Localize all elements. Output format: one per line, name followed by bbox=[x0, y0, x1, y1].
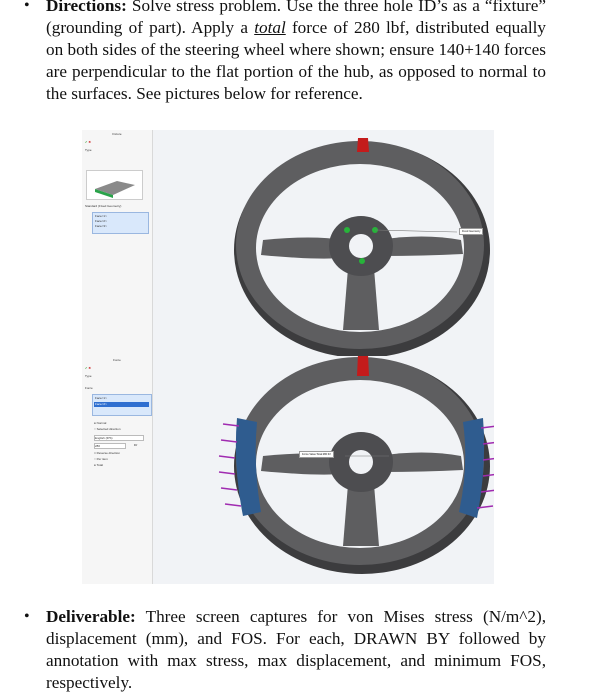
list-item[interactable]: Face<2> bbox=[95, 402, 107, 406]
list-item[interactable]: Face<1> bbox=[95, 214, 107, 218]
fixture-callout: Fixed Geometry bbox=[459, 228, 483, 235]
force-value-input[interactable]: 280 bbox=[94, 443, 126, 449]
steering-wheel-force bbox=[153, 356, 494, 584]
force-unit: lbf bbox=[134, 443, 138, 447]
fixture-panel bbox=[82, 130, 153, 356]
list-item[interactable]: Face<1> bbox=[95, 396, 107, 400]
force-viewport[interactable] bbox=[153, 356, 494, 584]
ok-cancel-icons[interactable]: ✔ ✖ bbox=[85, 366, 91, 370]
force-callout: Force Value:Total:280 lbf bbox=[299, 451, 334, 458]
steering-wheel-fixture bbox=[153, 130, 494, 356]
force-type-tab[interactable]: Type bbox=[85, 374, 92, 378]
total-option[interactable]: ● Total bbox=[94, 463, 103, 467]
reverse-direction-checkbox[interactable]: □ Reverse direction bbox=[94, 451, 120, 455]
fixture-type-tab[interactable]: Type bbox=[85, 148, 92, 152]
per-item-option[interactable]: ○ Per item bbox=[94, 457, 108, 461]
directions-text-2: force of 280 lbf, distributed equally on both sides of the steering wheel where shown; ensure 140+140 forces are perpendicular to the flat portion of the hub, as opposed to normal to the surfaces. See pictures below for reference. bbox=[46, 18, 546, 103]
fixture-hole-3 bbox=[359, 258, 365, 264]
force-faces-list[interactable] bbox=[92, 394, 152, 416]
deliverable-label: Deliverable: bbox=[46, 607, 136, 626]
selected-direction-option[interactable]: ○ Selected direction bbox=[94, 427, 121, 431]
force-panel bbox=[82, 356, 153, 584]
deliverable-text: Three screen captures for von Mises stress (N/m^2), displacement (mm), and FOS. For each, DRAWN BY followed by annotation with max stress, max displacement, and minimum FOS, respectively. bbox=[46, 607, 546, 692]
fixture-faces-list[interactable] bbox=[92, 212, 149, 234]
bullet: • bbox=[24, 608, 30, 625]
top-marker bbox=[357, 356, 369, 376]
fixture-hole-1 bbox=[344, 227, 350, 233]
list-item[interactable]: Face<3> bbox=[95, 224, 107, 228]
reference-figure bbox=[82, 130, 494, 584]
hub-hole bbox=[349, 450, 373, 474]
fixture-viewport[interactable] bbox=[153, 130, 494, 356]
fixture-panel-title: Fixture bbox=[112, 132, 122, 136]
units-select[interactable]: English (IPS) bbox=[94, 435, 144, 441]
hub-hole bbox=[349, 234, 373, 258]
top-marker bbox=[357, 138, 369, 152]
list-item[interactable]: Face<2> bbox=[95, 219, 107, 223]
ok-cancel-icons[interactable]: ✔ ✖ bbox=[85, 140, 91, 144]
fixture-thumbnail bbox=[86, 170, 143, 200]
directions-label: Directions: bbox=[46, 0, 127, 15]
force-section: Force bbox=[85, 386, 93, 390]
normal-option[interactable]: ● Normal bbox=[94, 421, 107, 425]
bullet: • bbox=[24, 0, 30, 14]
deliverable-paragraph bbox=[24, 606, 546, 694]
fixture-section: Standard (Fixed Geometry) bbox=[85, 204, 122, 208]
directions-paragraph bbox=[24, 0, 546, 105]
force-panel-title: Force bbox=[113, 358, 121, 362]
directions-text-1: Solve stress problem. Use the three hole ID’s as a “fixture” (grounding of part). Apply a bbox=[46, 0, 546, 37]
total-emphasis: total bbox=[254, 18, 286, 37]
